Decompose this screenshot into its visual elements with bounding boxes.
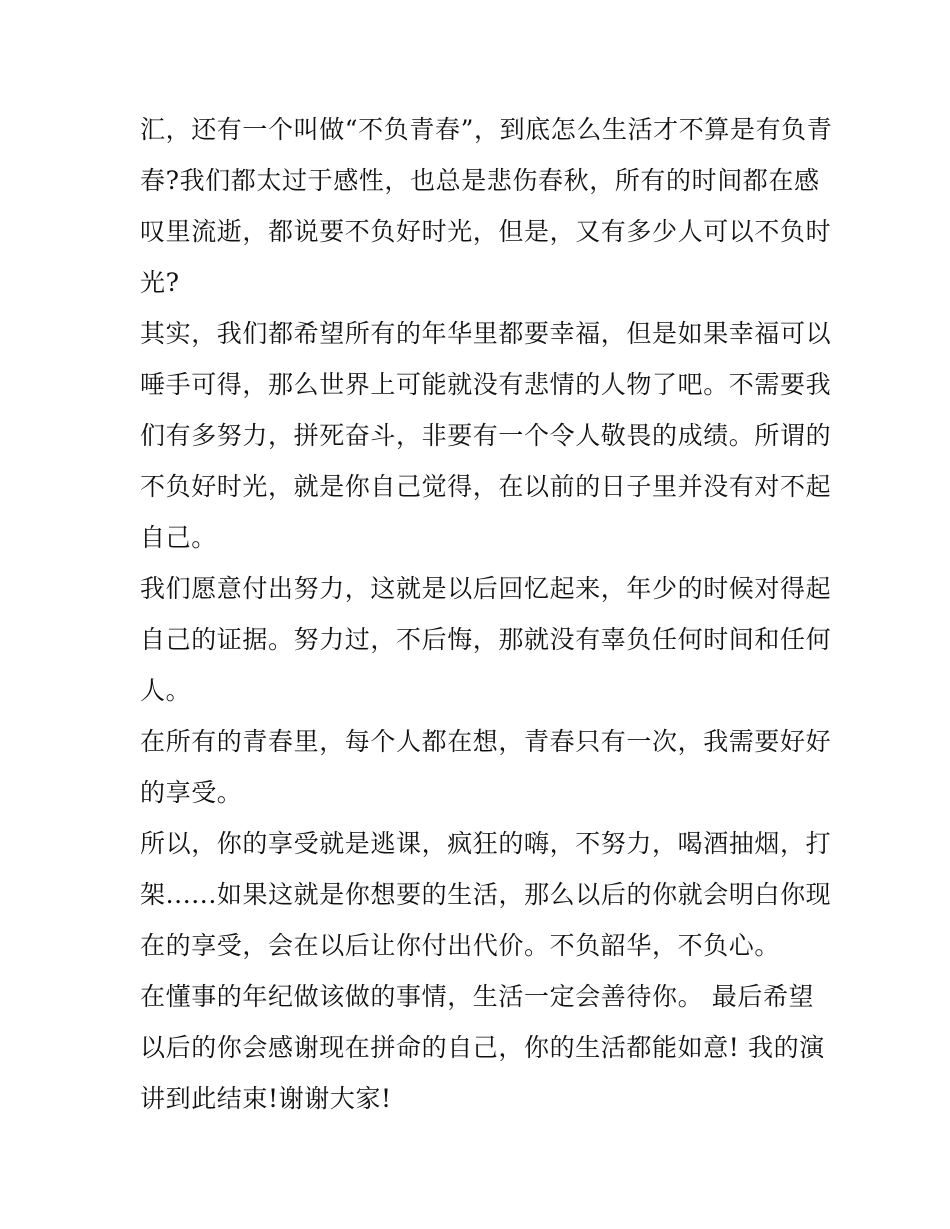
text-line: 自己。: [140, 523, 217, 552]
text-line: 讲到此结束!谢谢大家!: [140, 1084, 392, 1113]
document-body: [140, 104, 833, 1124]
text-line: 的享受。: [140, 778, 243, 807]
text-line: 我们愿意付出努力，这就是以后回忆起来，年少的时候对得起: [140, 574, 832, 603]
text-line: 在的享受，会在以后让你付出代价。不负韶华，不负心。: [140, 931, 781, 960]
text-line: 在所有的青春里，每个人都在想，青春只有一次，我需要好好: [140, 727, 832, 756]
text-line: 光?: [140, 268, 180, 297]
text-line: 自己的证据。努力过，不后悔，那就没有辜负任何时间和任何: [140, 625, 832, 654]
text-line: 其实，我们都希望所有的年华里都要幸福，但是如果幸福可以: [140, 319, 832, 348]
text-line: 人。: [140, 676, 192, 705]
text-line: 们有多努力，拼死奋斗，非要有一个令人敬畏的成绩。所谓的: [140, 421, 832, 450]
text-line: 不负好时光，就是你自己觉得，在以前的日子里并没有对不起: [140, 472, 832, 501]
text-line: 春?我们都太过于感性，也总是悲伤春秋，所有的时间都在感: [140, 166, 820, 195]
text-line: 以后的你会感谢现在拼命的自己，你的生活都能如意! 我的演: [140, 1033, 825, 1062]
text-line: 汇，还有一个叫做“不负青春”，到底怎么生活才不算是有负青: [140, 115, 833, 144]
text-line: 唾手可得，那么世界上可能就没有悲情的人物了吧。不需要我: [140, 370, 832, 399]
text-line: 所以，你的享受就是逃课，疯狂的嗨，不努力，喝酒抽烟，打: [140, 829, 832, 858]
text-line: 在懂事的年纪做该做的事情，生活一定会善待你。 最后希望: [140, 982, 815, 1011]
text-line: 架......如果这就是你想要的生活，那么以后的你就会明白你现: [140, 880, 832, 909]
text-line: 叹里流逝，都说要不负好时光，但是，又有多少人可以不负时: [140, 217, 832, 246]
